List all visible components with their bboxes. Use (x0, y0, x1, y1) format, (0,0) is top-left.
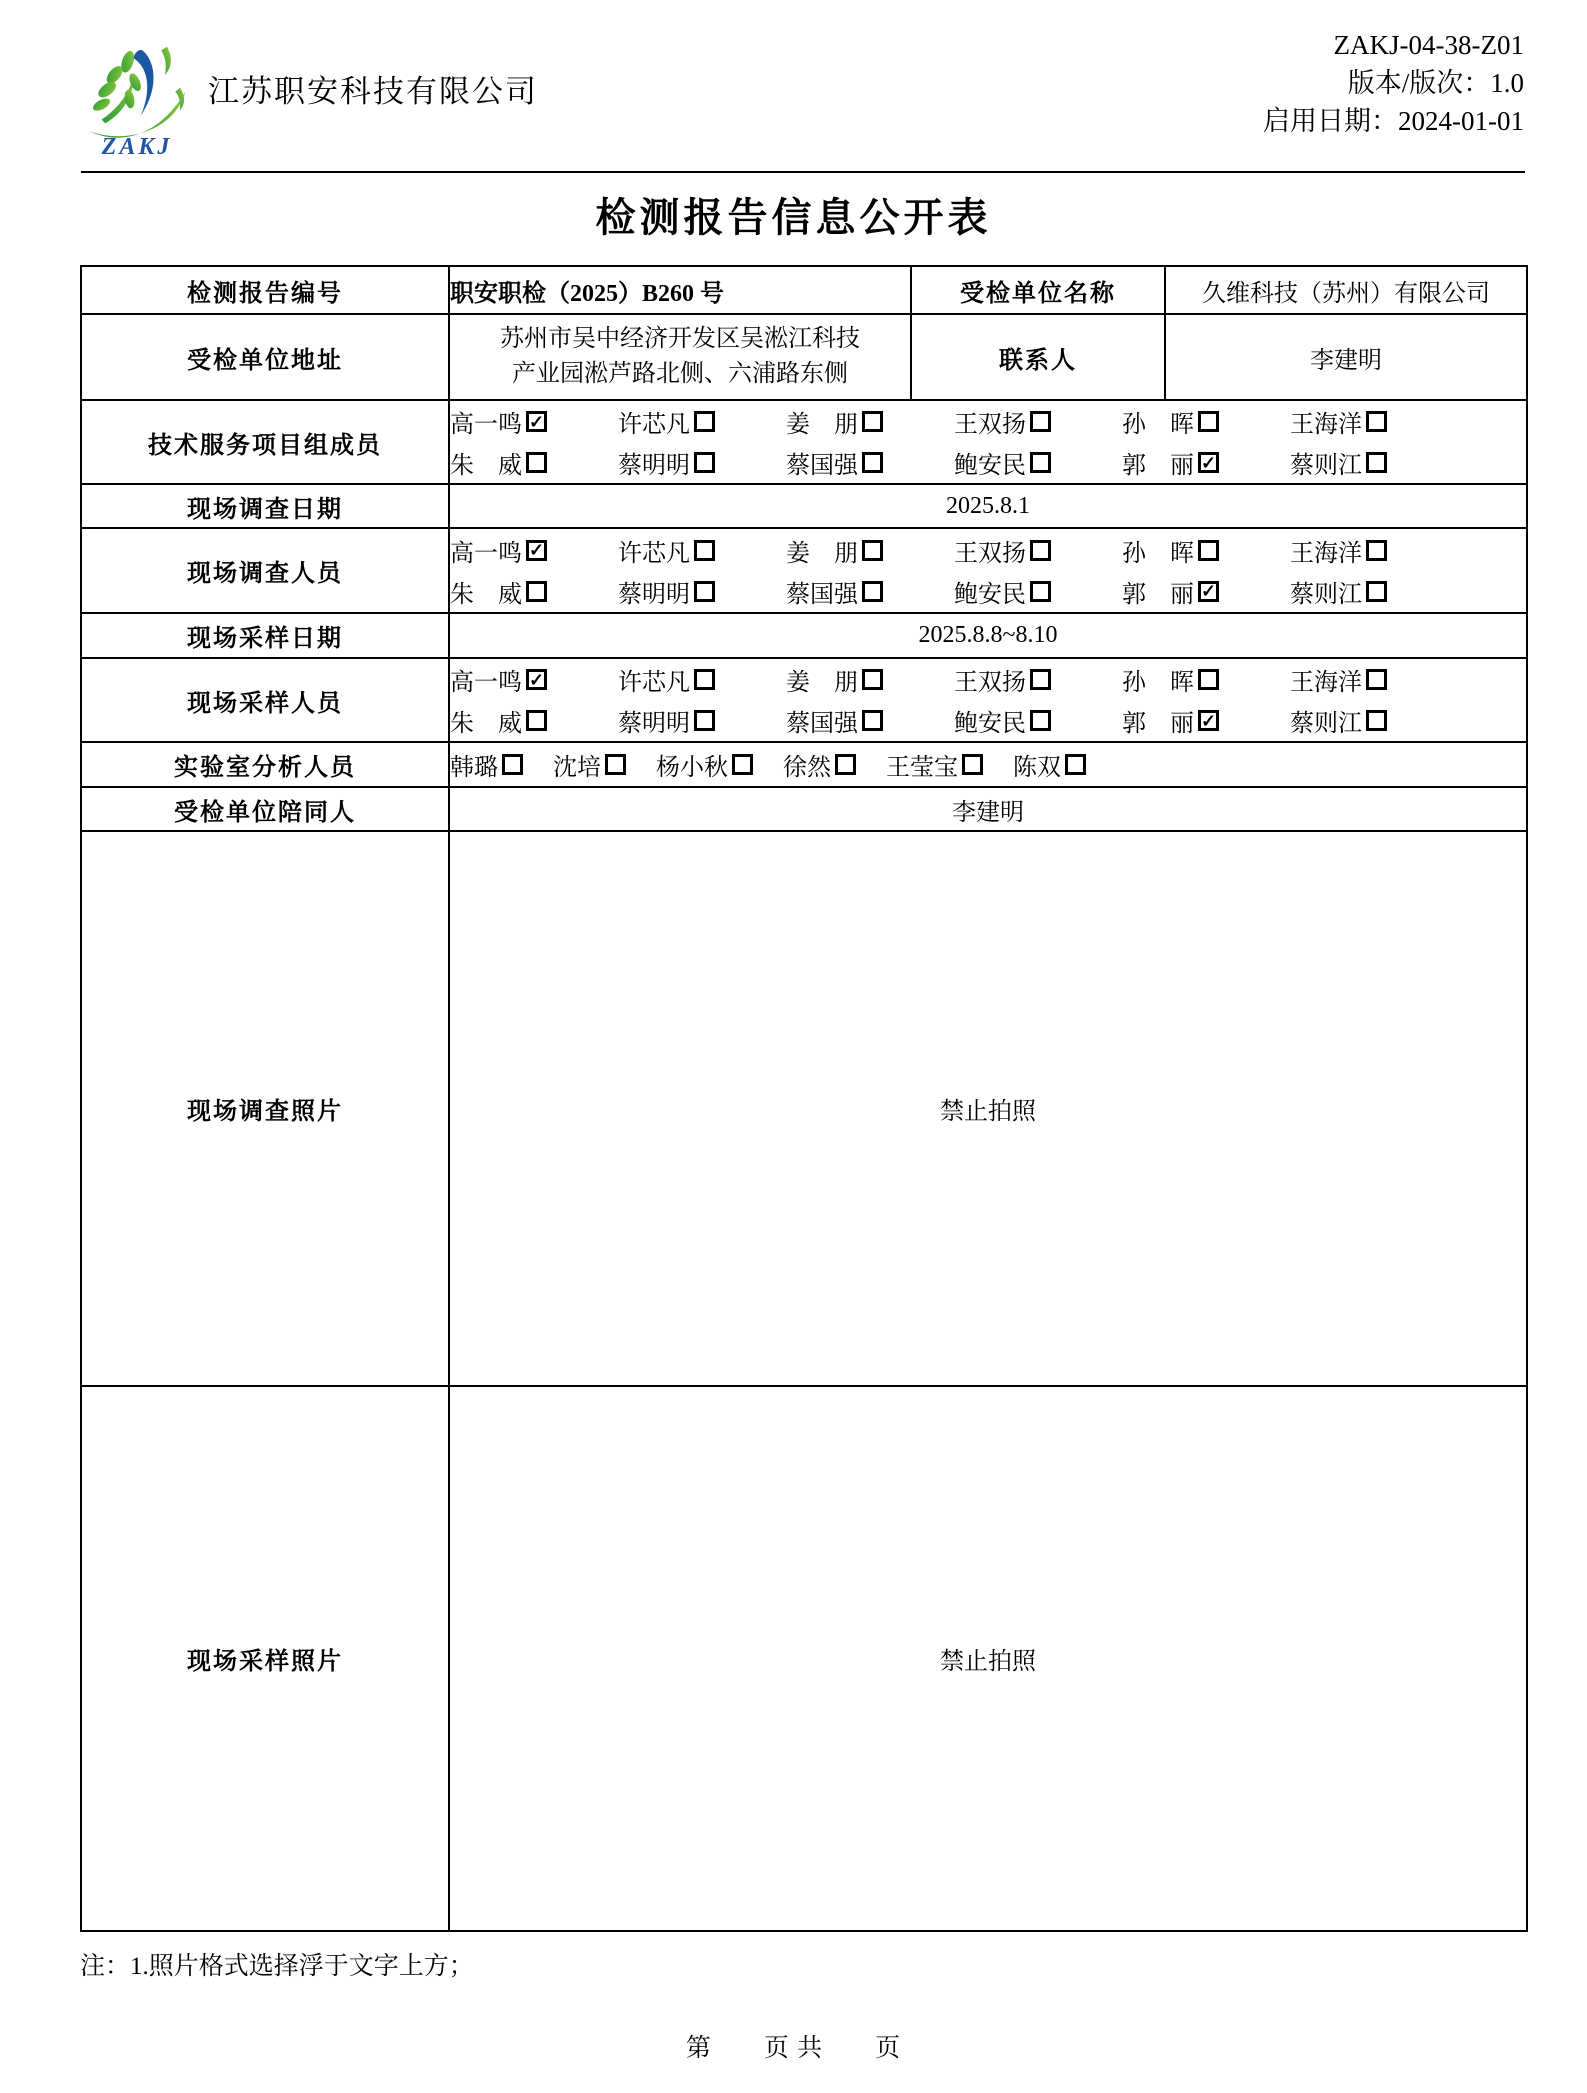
checkbox-unchecked[interactable] (1030, 669, 1051, 690)
footnote: 注：1.照片格式选择浮于文字上方； (80, 1953, 474, 1980)
staff-member-name: 许芯凡 (618, 412, 690, 438)
staff-member-name: 王双扬 (954, 412, 1026, 438)
row-sampling-staff (81, 658, 1527, 742)
document-codes (1263, 26, 1524, 140)
sampling-photo-label: 现场采样照片 (81, 1386, 449, 1931)
staff-member-name: 王海洋 (1290, 540, 1362, 567)
checkbox-unchecked[interactable] (862, 710, 883, 731)
staff-member-name: 陈双 (1013, 755, 1061, 781)
staff-member-name: 蔡国强 (786, 581, 858, 608)
staff-member-name: 王双扬 (954, 670, 1026, 696)
staff-member-name: 徐然 (783, 755, 831, 781)
checkbox-unchecked[interactable] (732, 754, 753, 775)
unit-name-value: 久维科技（苏州）有限公司 (1165, 266, 1527, 314)
unit-name-label: 受检单位名称 (911, 266, 1165, 314)
staff-member-name: 高一鸣 (450, 670, 522, 696)
staff-member-name: 王海洋 (1290, 412, 1362, 438)
staff-line-1 (450, 659, 1526, 700)
checkbox-unchecked[interactable] (1366, 581, 1387, 602)
staff-member (450, 574, 618, 609)
doc-code: ZAKJ-04-38-Z01 (1333, 30, 1524, 60)
staff-member (1122, 445, 1290, 480)
checkbox-unchecked[interactable] (694, 452, 715, 473)
row-sampling-date (81, 613, 1527, 658)
staff-member-name: 蔡国强 (786, 453, 858, 479)
checkbox-checked[interactable]: ✓ (526, 411, 547, 432)
checkbox-unchecked[interactable] (1030, 540, 1051, 561)
staff-member-name: 高一鸣 (450, 412, 522, 438)
checkbox-unchecked[interactable] (605, 754, 626, 775)
row-team-members (81, 400, 1527, 484)
staff-member-name: 孙 晖 (1122, 540, 1194, 567)
escort-value: 李建明 (449, 787, 1527, 831)
row-survey-staff (81, 528, 1527, 613)
company-name: 江苏职安科技有限公司 (208, 74, 538, 109)
staff-member-name: 姜 朋 (786, 412, 858, 438)
contact-value: 李建明 (1165, 314, 1527, 400)
checkbox-unchecked[interactable] (526, 710, 547, 731)
staff-member (786, 574, 954, 609)
staff-member (783, 747, 856, 782)
checkbox-unchecked[interactable] (1198, 411, 1219, 432)
checkbox-checked[interactable]: ✓ (526, 540, 547, 561)
checkbox-unchecked[interactable] (1366, 452, 1387, 473)
staff-member (450, 445, 618, 480)
sampling-photo-value: 禁止拍照 (449, 1386, 1527, 1931)
staff-member-name: 王双扬 (954, 540, 1026, 567)
staff-line-2 (450, 700, 1526, 741)
lab-staff-cell (449, 742, 1527, 787)
leaf-logo-icon (81, 30, 193, 142)
checkbox-unchecked[interactable] (1030, 581, 1051, 602)
page-header (0, 0, 1587, 173)
staff-member (786, 703, 954, 738)
doc-start-date: 启用日期：2024-01-01 (1263, 106, 1524, 136)
staff-member-name: 许芯凡 (618, 670, 690, 696)
staff-member-name: 鲍安民 (954, 453, 1026, 479)
sampling-staff-cell (449, 658, 1527, 742)
checkbox-unchecked[interactable] (1030, 452, 1051, 473)
staff-member (553, 747, 626, 782)
staff-member (886, 747, 983, 782)
staff-member (618, 574, 786, 609)
checkbox-unchecked[interactable] (1366, 411, 1387, 432)
staff-member (954, 574, 1122, 609)
staff-member (618, 404, 786, 439)
staff-member (1290, 533, 1458, 568)
survey-date-label: 现场调查日期 (81, 484, 449, 528)
checkbox-unchecked[interactable] (694, 669, 715, 690)
staff-member (1290, 574, 1458, 609)
staff-member-name: 沈培 (553, 755, 601, 781)
logo-caption: ZAKJ (101, 134, 173, 160)
staff-member (1013, 747, 1086, 782)
checkbox-unchecked[interactable] (526, 581, 547, 602)
staff-member (1122, 574, 1290, 609)
checkbox-unchecked[interactable] (862, 540, 883, 561)
lab-staff-line (450, 744, 1526, 785)
row-survey-date (81, 484, 1527, 528)
survey-photo-label: 现场调查照片 (81, 831, 449, 1386)
staff-member (450, 404, 618, 439)
company-logo (78, 30, 196, 161)
checkbox-unchecked[interactable] (835, 754, 856, 775)
checkbox-unchecked[interactable] (694, 540, 715, 561)
checkbox-unchecked[interactable] (502, 754, 523, 775)
staff-member (1122, 662, 1290, 697)
staff-member-name: 蔡则江 (1290, 711, 1362, 737)
checkbox-checked[interactable]: ✓ (1198, 710, 1219, 731)
report-info-table (80, 265, 1528, 1932)
staff-member (656, 747, 753, 782)
staff-member (1290, 662, 1458, 697)
staff-member (1290, 703, 1458, 738)
page-title: 检测报告信息公开表 (595, 195, 992, 240)
row-sampling-photo (81, 1386, 1527, 1931)
staff-member (786, 662, 954, 697)
staff-member-name: 蔡明明 (618, 581, 690, 608)
survey-photo-value: 禁止拍照 (449, 831, 1527, 1386)
checkbox-unchecked[interactable] (1366, 669, 1387, 690)
staff-member-name: 郭 丽 (1122, 581, 1194, 608)
checkbox-unchecked[interactable] (1198, 540, 1219, 561)
staff-member-name: 孙 晖 (1122, 412, 1194, 438)
team-label: 技术服务项目组成员 (81, 400, 449, 484)
staff-member-name: 姜 朋 (786, 540, 858, 567)
checkbox-unchecked[interactable] (694, 581, 715, 602)
checkbox-unchecked[interactable] (1366, 540, 1387, 561)
staff-member (954, 533, 1122, 568)
address-label: 受检单位地址 (81, 314, 449, 400)
staff-member (1290, 445, 1458, 480)
staff-member (450, 747, 523, 782)
staff-member-name: 王莹宝 (886, 755, 958, 781)
checkbox-unchecked[interactable] (862, 452, 883, 473)
checkbox-unchecked[interactable] (1198, 669, 1219, 690)
address-line1: 苏州市吴中经济开发区吴淞江科技 (500, 326, 860, 352)
contact-label: 联系人 (911, 314, 1165, 400)
checkbox-unchecked[interactable] (1366, 710, 1387, 731)
staff-line-2 (450, 442, 1526, 483)
address-value (449, 314, 911, 400)
lab-staff-label: 实验室分析人员 (81, 742, 449, 787)
staff-member (618, 703, 786, 738)
staff-member-name: 鲍安民 (954, 581, 1026, 608)
staff-member-name: 蔡国强 (786, 711, 858, 737)
checkbox-unchecked[interactable] (862, 411, 883, 432)
staff-member (618, 445, 786, 480)
sampling-staff-label: 现场采样人员 (81, 658, 449, 742)
staff-member-name: 姜 朋 (786, 670, 858, 696)
staff-member (618, 662, 786, 697)
address-line2: 产业园淞芦路北侧、六浦路东侧 (512, 361, 848, 387)
row-survey-photo (81, 831, 1527, 1386)
staff-member-name: 郭 丽 (1122, 453, 1194, 479)
survey-staff-cell (449, 528, 1527, 613)
report-no-label: 检测报告编号 (81, 266, 449, 314)
row-address (81, 314, 1527, 400)
staff-member (954, 404, 1122, 439)
staff-member-name: 蔡明明 (618, 453, 690, 479)
survey-staff-label: 现场调查人员 (81, 528, 449, 613)
staff-member-name: 高一鸣 (450, 540, 522, 567)
sampling-date-label: 现场采样日期 (81, 613, 449, 658)
staff-member (1122, 533, 1290, 568)
staff-member-name: 杨小秋 (656, 755, 728, 781)
checkbox-unchecked[interactable] (862, 669, 883, 690)
staff-member-name: 孙 晖 (1122, 670, 1194, 696)
checkbox-unchecked[interactable] (694, 710, 715, 731)
checkbox-unchecked[interactable] (694, 411, 715, 432)
checkbox-checked[interactable]: ✓ (526, 669, 547, 690)
row-report-no (81, 266, 1527, 314)
staff-member (954, 445, 1122, 480)
staff-member-name: 蔡明明 (618, 711, 690, 737)
staff-member-name: 朱 威 (450, 711, 522, 737)
staff-line-2 (450, 571, 1526, 612)
checkbox-unchecked[interactable] (862, 581, 883, 602)
staff-member (618, 533, 786, 568)
staff-member-name: 王海洋 (1290, 670, 1362, 696)
staff-member (1122, 404, 1290, 439)
report-no-value: 职安职检（2025）B260 号 (449, 266, 911, 314)
doc-version: 版本/版次：1.0 (1347, 68, 1524, 98)
staff-line-1 (450, 530, 1526, 571)
staff-member (954, 703, 1122, 738)
row-escort (81, 787, 1527, 831)
checkbox-unchecked[interactable] (962, 754, 983, 775)
sampling-date-value: 2025.8.8~8.10 (449, 613, 1527, 658)
row-lab-staff (81, 742, 1527, 787)
checkbox-checked[interactable]: ✓ (1198, 581, 1219, 602)
page-number-footer: 第 页 共 页 (685, 2035, 902, 2062)
checkbox-checked[interactable]: ✓ (1198, 452, 1219, 473)
staff-member-name: 郭 丽 (1122, 711, 1194, 737)
staff-member-name: 蔡则江 (1290, 453, 1362, 479)
staff-member (786, 404, 954, 439)
staff-member (450, 703, 618, 738)
staff-member-name: 蔡则江 (1290, 581, 1362, 608)
checkbox-unchecked[interactable] (1030, 710, 1051, 731)
staff-member-name: 朱 威 (450, 581, 522, 608)
staff-line-1 (450, 401, 1526, 442)
checkbox-unchecked[interactable] (1030, 411, 1051, 432)
staff-member-name: 鲍安民 (954, 711, 1026, 737)
staff-member (1122, 703, 1290, 738)
staff-member-name: 韩璐 (450, 755, 498, 781)
staff-member (786, 445, 954, 480)
staff-member (450, 662, 618, 697)
staff-member (954, 662, 1122, 697)
checkbox-unchecked[interactable] (526, 452, 547, 473)
escort-label: 受检单位陪同人 (81, 787, 449, 831)
team-members-cell (449, 400, 1527, 484)
checkbox-unchecked[interactable] (1065, 754, 1086, 775)
staff-member-name: 许芯凡 (618, 540, 690, 567)
staff-member (1290, 404, 1458, 439)
header-divider (81, 171, 1525, 173)
staff-member (450, 533, 618, 568)
staff-member (786, 533, 954, 568)
staff-member-name: 朱 威 (450, 453, 522, 479)
survey-date-value: 2025.8.1 (449, 484, 1527, 528)
